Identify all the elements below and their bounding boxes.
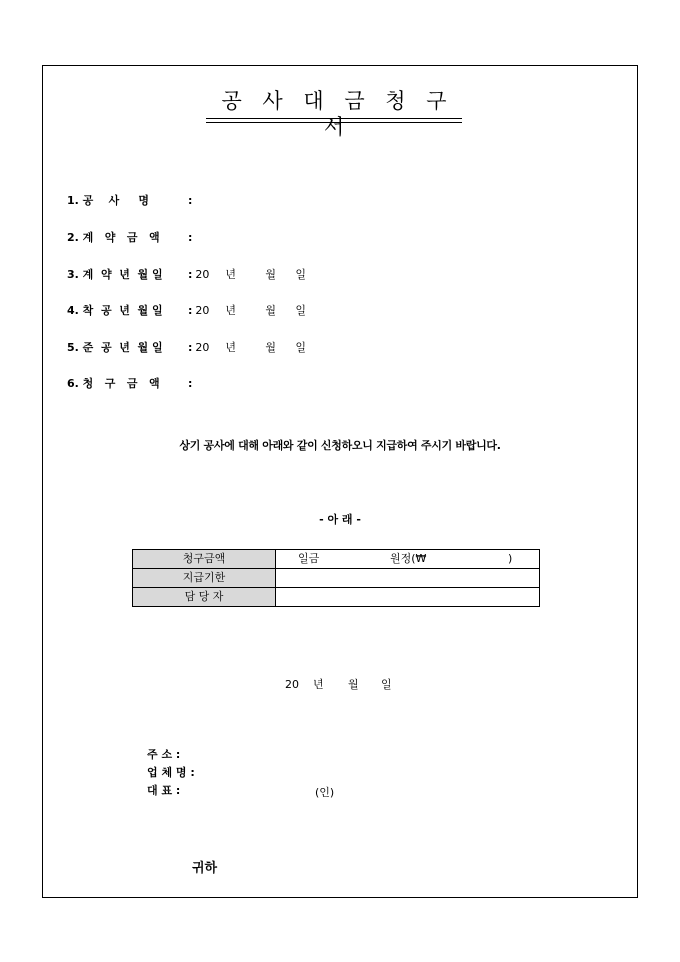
date-value bbox=[195, 304, 306, 318]
table-row bbox=[133, 569, 540, 588]
table-row bbox=[133, 550, 540, 569]
day-label: 일 bbox=[295, 304, 307, 317]
document-title bbox=[206, 88, 462, 140]
title-underline-top bbox=[206, 118, 462, 119]
year-prefix: 20 bbox=[285, 678, 299, 691]
field-colon: : bbox=[188, 341, 193, 354]
field-colon: : bbox=[188, 268, 193, 281]
date-value bbox=[195, 268, 306, 282]
field-label: 3. 계 약 년 월 일 bbox=[67, 268, 163, 281]
field-claim-amount bbox=[60, 363, 195, 391]
field-colon: : bbox=[188, 304, 193, 317]
request-statement: 상기 공사에 대해 아래와 같이 신청하오니 지급하여 주시기 바랍니다. bbox=[179, 439, 501, 452]
field-completion-date bbox=[60, 327, 306, 355]
field-contract-date bbox=[60, 254, 306, 282]
day-label: 일 bbox=[295, 268, 307, 281]
field-label: 6. 청 구 금 액 bbox=[67, 377, 160, 390]
seal-mark: (인) bbox=[315, 786, 335, 799]
year-prefix: 20 bbox=[195, 268, 210, 281]
title-underline-bottom bbox=[206, 122, 462, 123]
field-colon: : bbox=[188, 194, 193, 207]
year-label: 년 bbox=[225, 341, 237, 354]
field-label: 4. 착 공 년 월 일 bbox=[67, 304, 163, 317]
row-head: 지급기한 bbox=[133, 569, 276, 588]
field-project-name bbox=[60, 180, 195, 208]
claim-table bbox=[132, 549, 540, 607]
day-label: 일 bbox=[381, 678, 392, 691]
month-label: 월 bbox=[348, 678, 359, 691]
row-head: 청구금액 bbox=[133, 550, 276, 569]
title-text: 공 사 대 금 청 구 서 bbox=[221, 89, 454, 139]
field-start-date bbox=[60, 290, 306, 318]
company-line bbox=[147, 766, 197, 780]
closing-honorific: 귀하 bbox=[192, 861, 218, 876]
representative-label: 대 표 : bbox=[147, 784, 181, 797]
row-value bbox=[276, 550, 540, 569]
day-label: 일 bbox=[295, 341, 307, 354]
field-contract-amount bbox=[60, 217, 195, 245]
address-label: 주 소 : bbox=[147, 748, 181, 761]
year-label: 년 bbox=[313, 678, 324, 691]
amount-won: 원정(₩ bbox=[390, 552, 427, 565]
year-label: 년 bbox=[225, 304, 237, 317]
field-label: 1. 공 사 명 bbox=[67, 194, 150, 207]
year-label: 년 bbox=[225, 268, 237, 281]
row-head: 담 당 자 bbox=[133, 588, 276, 607]
section-heading-below: - 아 래 - bbox=[319, 513, 361, 526]
company-label: 업 체 명 : bbox=[147, 766, 195, 779]
sign-date bbox=[285, 676, 392, 692]
year-prefix: 20 bbox=[195, 341, 210, 354]
amount-close: ) bbox=[508, 552, 513, 565]
row-value bbox=[276, 588, 540, 607]
date-value bbox=[195, 341, 306, 355]
representative-line bbox=[147, 784, 197, 798]
address-line bbox=[147, 748, 197, 762]
table-row bbox=[133, 588, 540, 607]
field-colon: : bbox=[188, 377, 193, 390]
month-label: 월 bbox=[265, 268, 277, 281]
field-label: 2. 계 약 금 액 bbox=[67, 231, 160, 244]
field-colon: : bbox=[188, 231, 193, 244]
month-label: 월 bbox=[265, 304, 277, 317]
row-value bbox=[276, 569, 540, 588]
year-prefix: 20 bbox=[195, 304, 210, 317]
field-label: 5. 준 공 년 월 일 bbox=[67, 341, 163, 354]
amount-prefix: 일금 bbox=[298, 552, 320, 565]
month-label: 월 bbox=[265, 341, 277, 354]
